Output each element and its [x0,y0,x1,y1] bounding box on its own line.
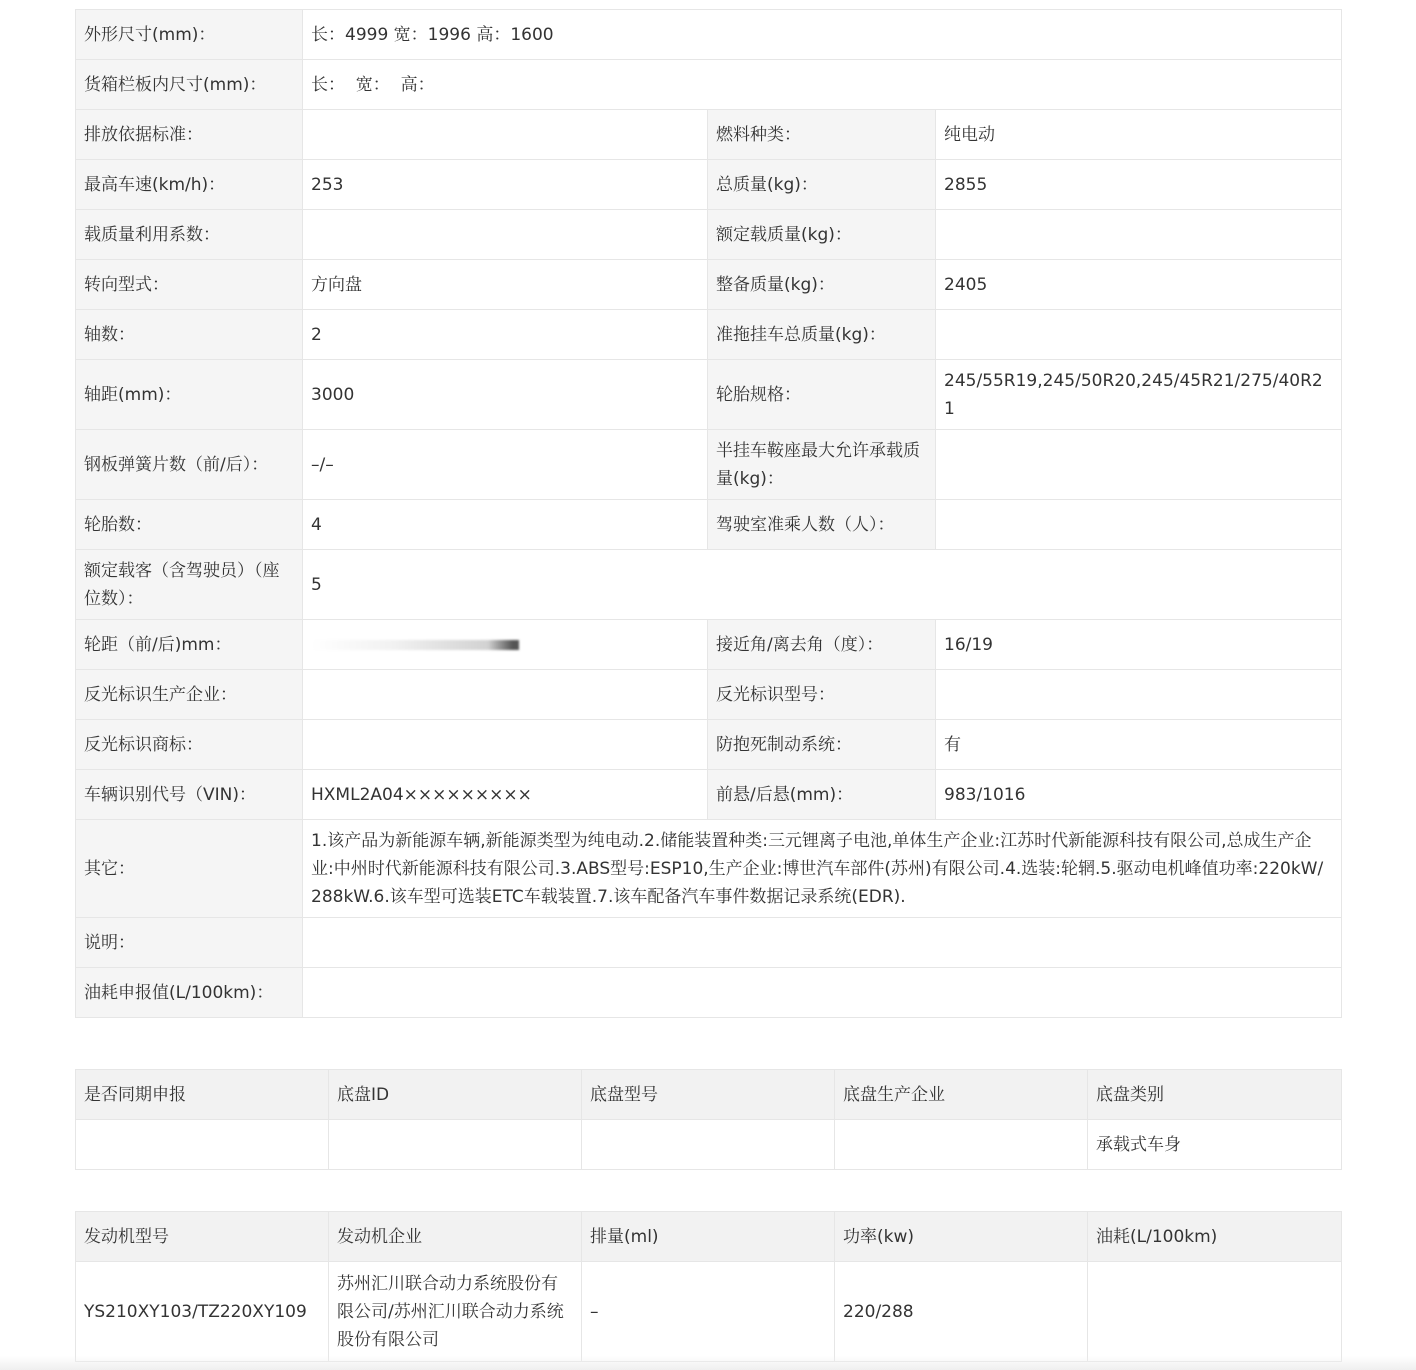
cargo-label: 货箱栏板内尺寸(mm)： [76,60,303,110]
curb-mass-value: 2405 [936,260,1342,310]
chassis-cell [582,1120,835,1170]
tires-label: 轮胎数： [76,500,303,550]
chassis-cell: 承载式车身 [1088,1120,1342,1170]
note-label: 说明： [76,918,303,968]
rated-load-label: 额定载质量(kg)： [708,210,936,260]
engine-header-cell: 发动机企业 [329,1212,582,1262]
engine-cell [1088,1262,1342,1362]
engine-cell: YS210XY103/TZ220XY109 [76,1262,329,1362]
spec-row-track [76,620,1342,670]
curb-mass-label: 整备质量(kg)： [708,260,936,310]
steering-value: 方向盘 [303,260,708,310]
reflect-brand-label: 反光标识商标： [76,720,303,770]
fuel-decl-label: 油耗申报值(L/100km)： [76,968,303,1018]
chassis-header-cell: 底盘型号 [582,1070,835,1120]
tire-spec-value: 245/55R19,245/50R20,245/45R21/275/40R21 [936,360,1342,430]
cab-label: 驾驶室准乘人数（人）： [708,500,936,550]
engine-header-cell: 油耗(L/100km) [1088,1212,1342,1262]
engine-data-row [76,1262,1342,1362]
angle-value: 16/19 [936,620,1342,670]
spec-row-seats [76,550,1342,620]
wheelbase-value: 3000 [303,360,708,430]
spec-row-reflect-maker [76,670,1342,720]
fuel-label: 燃料种类： [708,110,936,160]
spec-row-load-util [76,210,1342,260]
chassis-header-row [76,1070,1342,1120]
seats-value: 5 [303,550,1342,620]
reflect-model-value [936,670,1342,720]
saddle-label: 半挂车鞍座最大允许承载质量(kg)： [708,430,936,500]
bottom-edge-shadow [0,1356,1416,1370]
spec-row-leaf [76,430,1342,500]
saddle-value [936,430,1342,500]
rated-load-value [936,210,1342,260]
trailer-value [936,310,1342,360]
wheelbase-label: 轴距(mm)： [76,360,303,430]
chassis-cell [329,1120,582,1170]
chassis-table [75,1069,1342,1170]
dimensions-label: 外形尺寸(mm)： [76,10,303,60]
dimensions-value: 长：4999 宽：1996 高：1600 [303,10,1342,60]
chassis-header-cell: 底盘生产企业 [835,1070,1088,1120]
emission-label: 排放依据标准： [76,110,303,160]
chassis-cell [76,1120,329,1170]
leaf-spring-value: –/– [303,430,708,500]
note-value [303,918,1342,968]
engine-header-row [76,1212,1342,1262]
leaf-spring-label: 钢板弹簧片数（前/后）： [76,430,303,500]
reflect-maker-value [303,670,708,720]
track-value [303,620,708,670]
spec-row-emission [76,110,1342,160]
chassis-header-cell: 是否同期申报 [76,1070,329,1120]
spec-row-cargo [76,60,1342,110]
spec-row-speed [76,160,1342,210]
vehicle-spec-table [75,9,1342,1018]
chassis-header-cell: 底盘ID [329,1070,582,1120]
chassis-header-cell: 底盘类别 [1088,1070,1342,1120]
other-label: 其它： [76,820,303,918]
engine-cell: – [582,1262,835,1362]
vin-value: HXML2A04××××××××× [303,770,708,820]
axles-label: 轴数： [76,310,303,360]
overhang-label: 前悬/后悬(mm)： [708,770,936,820]
engine-cell: 苏州汇川联合动力系统股份有限公司/苏州汇川联合动力系统股份有限公司 [329,1262,582,1362]
vin-label: 车辆识别代号（VIN)： [76,770,303,820]
spec-row-tires [76,500,1342,550]
fuel-value: 纯电动 [936,110,1342,160]
load-util-value [303,210,708,260]
spec-row-axles [76,310,1342,360]
spec-row-dimensions [76,10,1342,60]
spec-row-vin [76,770,1342,820]
tires-value: 4 [303,500,708,550]
overhang-value: 983/1016 [936,770,1342,820]
reflect-brand-value [303,720,708,770]
seats-label: 额定载客（含驾驶员）（座位数）： [76,550,303,620]
cab-value [936,500,1342,550]
spec-row-wheelbase [76,360,1342,430]
abs-label: 防抱死制动系统： [708,720,936,770]
cargo-value: 长： 宽： 高： [303,60,1342,110]
tire-spec-label: 轮胎规格： [708,360,936,430]
reflect-model-label: 反光标识型号： [708,670,936,720]
fuel-decl-value [303,968,1342,1018]
spec-row-reflect-brand [76,720,1342,770]
abs-value: 有 [936,720,1342,770]
spec-row-steering [76,260,1342,310]
total-mass-value: 2855 [936,160,1342,210]
axles-value: 2 [303,310,708,360]
emission-value [303,110,708,160]
speed-label: 最高车速(km/h)： [76,160,303,210]
total-mass-label: 总质量(kg)： [708,160,936,210]
engine-cell: 220/288 [835,1262,1088,1362]
angle-label: 接近角/离去角（度）： [708,620,936,670]
engine-header-cell: 发动机型号 [76,1212,329,1262]
reflect-maker-label: 反光标识生产企业： [76,670,303,720]
spec-row-other [76,820,1342,918]
chassis-cell [835,1120,1088,1170]
engine-header-cell: 功率(kw) [835,1212,1088,1262]
engine-header-cell: 排量(ml) [582,1212,835,1262]
spec-row-fuel-decl [76,968,1342,1018]
engine-table [75,1211,1342,1362]
trailer-label: 准拖挂车总质量(kg)： [708,310,936,360]
other-value: 1.该产品为新能源车辆,新能源类型为纯电动.2.储能装置种类:三元锂离子电池,单体生产企业:江苏时代新能源科技有限公司,总成生产企业:中州时代新能源科技有限公司.3.ABS型号:ESP10,生产企业:博世汽车部件(苏州)有限公司.4.选装:轮辋.5.驱动电机峰值功率:220kW/288kW.6.该车型可选装ETC车载装置.7.该车配备汽车事件数据记录系统(EDR). [303,820,1342,918]
steering-label: 转向型式： [76,260,303,310]
track-label: 轮距（前/后)mm： [76,620,303,670]
load-util-label: 载质量利用系数： [76,210,303,260]
chassis-data-row [76,1120,1342,1170]
redacted-value [311,640,519,650]
speed-value: 253 [303,160,708,210]
spec-row-note [76,918,1342,968]
